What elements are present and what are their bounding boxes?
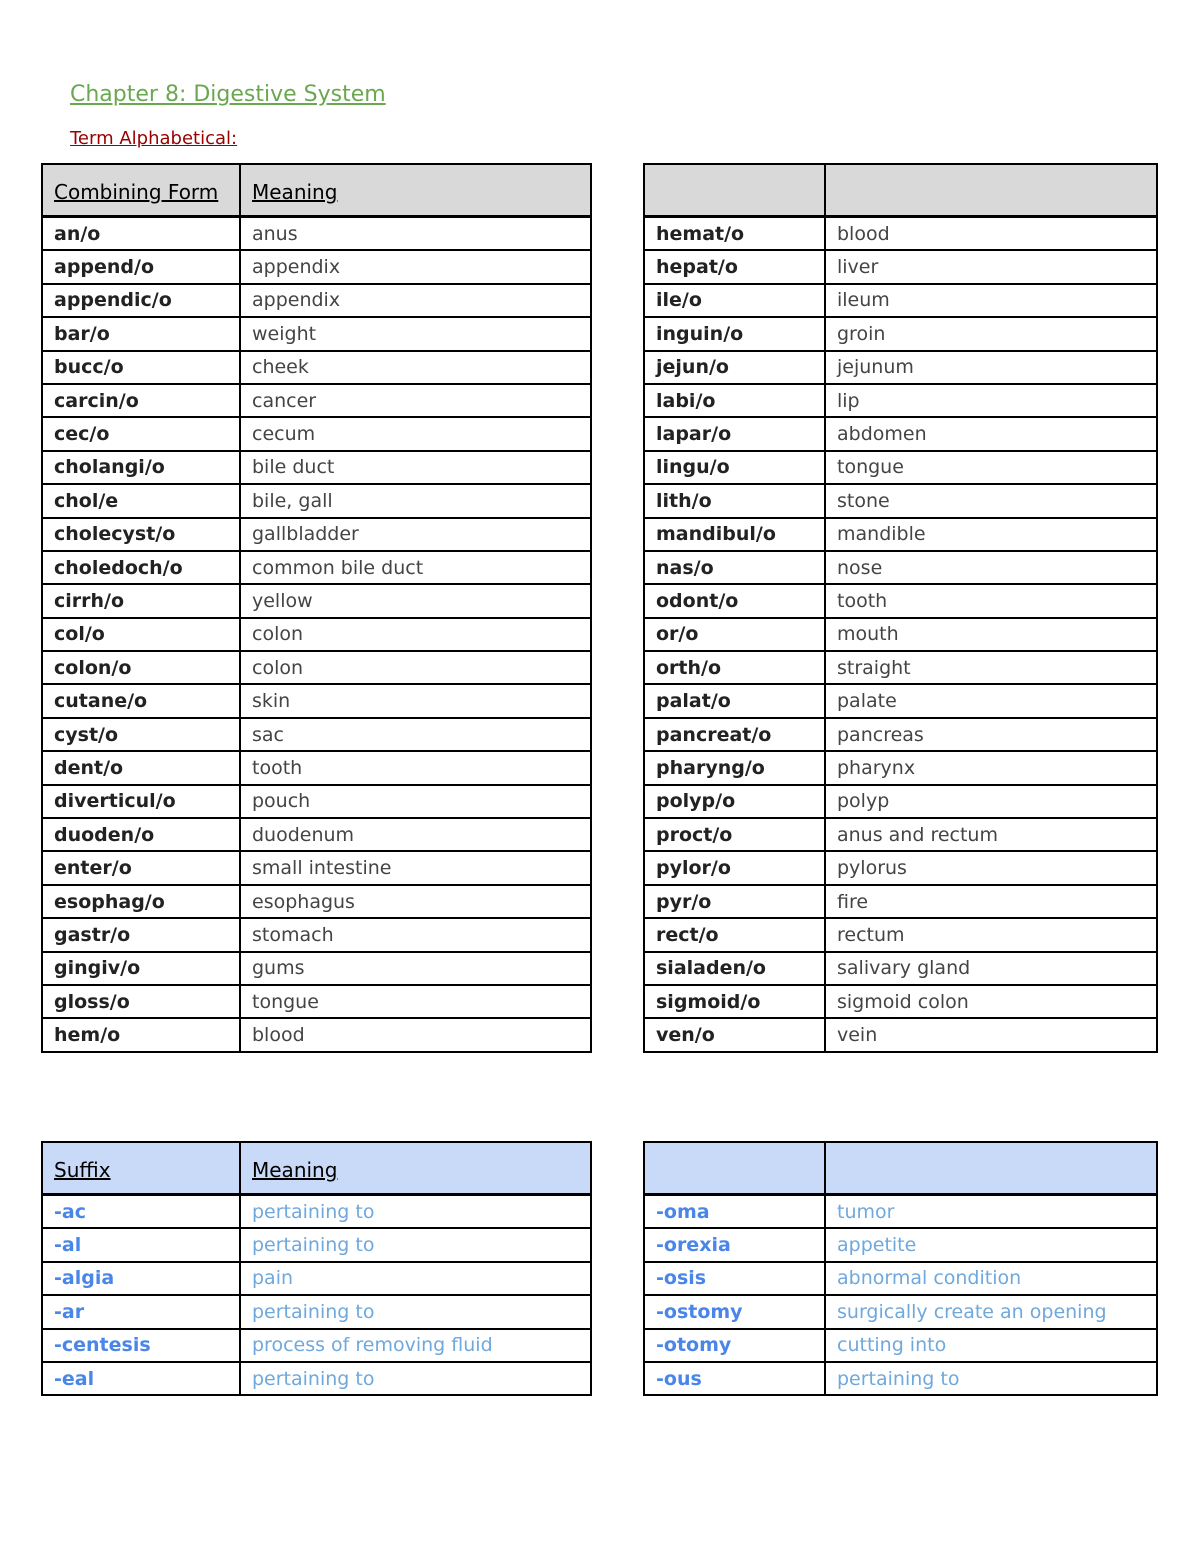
meaning-cell: abnormal condition bbox=[825, 1262, 1157, 1295]
meaning-cell: weight bbox=[240, 317, 591, 350]
table-row bbox=[644, 684, 1157, 717]
term-cell: polyp/o bbox=[644, 785, 825, 818]
term-cell: -ac bbox=[42, 1195, 240, 1229]
term-cell: enter/o bbox=[42, 851, 240, 884]
table-row bbox=[42, 551, 591, 584]
table-row bbox=[644, 718, 1157, 751]
term-cell: duoden/o bbox=[42, 818, 240, 851]
table-row bbox=[644, 1329, 1157, 1362]
meaning-cell: pain bbox=[240, 1262, 591, 1295]
meaning-cell: cutting into bbox=[825, 1329, 1157, 1362]
meaning-cell: liver bbox=[825, 250, 1157, 283]
meaning-cell: ileum bbox=[825, 284, 1157, 317]
meaning-cell: bile duct bbox=[240, 451, 591, 484]
table-row bbox=[644, 618, 1157, 651]
meaning-cell: colon bbox=[240, 618, 591, 651]
table-row bbox=[42, 684, 591, 717]
meaning-cell: esophagus bbox=[240, 885, 591, 918]
table-row bbox=[644, 417, 1157, 450]
table-row bbox=[42, 985, 591, 1018]
table-row bbox=[42, 818, 591, 851]
table-row bbox=[644, 918, 1157, 951]
meaning-cell: tooth bbox=[825, 584, 1157, 617]
term-cell: -osis bbox=[644, 1262, 825, 1295]
term-cell: orth/o bbox=[644, 651, 825, 684]
meaning-cell: salivary gland bbox=[825, 952, 1157, 985]
term-cell: lingu/o bbox=[644, 451, 825, 484]
meaning-cell: pancreas bbox=[825, 718, 1157, 751]
meaning-cell: tooth bbox=[240, 751, 591, 784]
table-row bbox=[644, 351, 1157, 384]
table-row bbox=[644, 1295, 1157, 1328]
meaning-cell: cheek bbox=[240, 351, 591, 384]
term-cell: cec/o bbox=[42, 417, 240, 450]
meaning-cell: tongue bbox=[240, 985, 591, 1018]
term-cell: -oma bbox=[644, 1195, 825, 1229]
term-cell: -orexia bbox=[644, 1228, 825, 1261]
term-cell: -ar bbox=[42, 1295, 240, 1328]
term-cell: odont/o bbox=[644, 584, 825, 617]
term-cell: or/o bbox=[644, 618, 825, 651]
term-cell: lapar/o bbox=[644, 417, 825, 450]
table-row bbox=[644, 317, 1157, 350]
term-cell: appendic/o bbox=[42, 284, 240, 317]
term-cell: hemat/o bbox=[644, 217, 825, 251]
table-row bbox=[42, 885, 591, 918]
table-row bbox=[644, 551, 1157, 584]
term-cell: -algia bbox=[42, 1262, 240, 1295]
table-row bbox=[42, 317, 591, 350]
term-cell: bar/o bbox=[42, 317, 240, 350]
table-row bbox=[644, 1262, 1157, 1295]
meaning-cell: sigmoid colon bbox=[825, 985, 1157, 1018]
combining-forms-table-left bbox=[41, 163, 592, 1053]
table-header-row bbox=[644, 1142, 1157, 1195]
term-cell: -al bbox=[42, 1228, 240, 1261]
meaning-cell: cancer bbox=[240, 384, 591, 417]
meaning-cell: appendix bbox=[240, 284, 591, 317]
table-row bbox=[644, 518, 1157, 551]
term-cell: gastr/o bbox=[42, 918, 240, 951]
table-row bbox=[42, 451, 591, 484]
column-header-meaning bbox=[825, 1142, 1157, 1195]
table-row bbox=[644, 451, 1157, 484]
table-row bbox=[644, 1195, 1157, 1229]
column-header-term bbox=[644, 164, 825, 217]
term-cell: choledoch/o bbox=[42, 551, 240, 584]
meaning-cell: stomach bbox=[240, 918, 591, 951]
table-row bbox=[644, 1362, 1157, 1395]
term-cell: pyr/o bbox=[644, 885, 825, 918]
meaning-cell: anus and rectum bbox=[825, 818, 1157, 851]
column-header-meaning bbox=[825, 164, 1157, 217]
meaning-cell: skin bbox=[240, 684, 591, 717]
term-cell: sialaden/o bbox=[644, 952, 825, 985]
suffixes-table-left bbox=[41, 1141, 592, 1396]
table-row bbox=[42, 651, 591, 684]
meaning-cell: polyp bbox=[825, 785, 1157, 818]
term-cell: -ous bbox=[644, 1362, 825, 1395]
term-cell: append/o bbox=[42, 250, 240, 283]
meaning-cell: sac bbox=[240, 718, 591, 751]
term-cell: inguin/o bbox=[644, 317, 825, 350]
meaning-cell: surgically create an opening bbox=[825, 1295, 1157, 1328]
term-cell: gloss/o bbox=[42, 985, 240, 1018]
term-cell: -otomy bbox=[644, 1329, 825, 1362]
table-row bbox=[42, 1295, 591, 1328]
table-row bbox=[644, 785, 1157, 818]
table-row bbox=[644, 1018, 1157, 1051]
suffixes-table-right bbox=[643, 1141, 1158, 1396]
term-cell: -eal bbox=[42, 1362, 240, 1395]
term-cell: palat/o bbox=[644, 684, 825, 717]
term-cell: esophag/o bbox=[42, 885, 240, 918]
term-cell: an/o bbox=[42, 217, 240, 251]
column-header-suffix bbox=[644, 1142, 825, 1195]
meaning-cell: gums bbox=[240, 952, 591, 985]
meaning-cell: tongue bbox=[825, 451, 1157, 484]
term-cell: proct/o bbox=[644, 818, 825, 851]
table-row bbox=[644, 217, 1157, 251]
table-row bbox=[644, 952, 1157, 985]
meaning-cell: pertaining to bbox=[825, 1362, 1157, 1395]
section-subtitle: Term Alphabetical: bbox=[70, 128, 238, 149]
combining-forms-table-right bbox=[643, 163, 1158, 1053]
table-row bbox=[644, 985, 1157, 1018]
table-row bbox=[42, 1018, 591, 1051]
meaning-cell: pertaining to bbox=[240, 1295, 591, 1328]
meaning-cell: palate bbox=[825, 684, 1157, 717]
page-title: Chapter 8: Digestive System bbox=[70, 82, 386, 107]
table-header-row bbox=[42, 1142, 591, 1195]
meaning-cell: mandible bbox=[825, 518, 1157, 551]
term-cell: cirrh/o bbox=[42, 584, 240, 617]
table-row bbox=[42, 284, 591, 317]
meaning-cell: groin bbox=[825, 317, 1157, 350]
table-row bbox=[644, 250, 1157, 283]
term-cell: diverticul/o bbox=[42, 785, 240, 818]
term-cell: pancreat/o bbox=[644, 718, 825, 751]
table-row bbox=[644, 651, 1157, 684]
table-header-row bbox=[42, 164, 591, 217]
table-row bbox=[42, 751, 591, 784]
table-row bbox=[42, 1329, 591, 1362]
meaning-cell: common bile duct bbox=[240, 551, 591, 584]
meaning-cell: pertaining to bbox=[240, 1195, 591, 1229]
term-cell: jejun/o bbox=[644, 351, 825, 384]
table-row bbox=[42, 518, 591, 551]
term-cell: cyst/o bbox=[42, 718, 240, 751]
meaning-cell: mouth bbox=[825, 618, 1157, 651]
meaning-cell: gallbladder bbox=[240, 518, 591, 551]
term-cell: cholangi/o bbox=[42, 451, 240, 484]
table-row bbox=[42, 351, 591, 384]
table-row bbox=[42, 1195, 591, 1229]
meaning-cell: cecum bbox=[240, 417, 591, 450]
table-row bbox=[42, 718, 591, 751]
table-row bbox=[644, 284, 1157, 317]
table-row bbox=[42, 851, 591, 884]
term-cell: carcin/o bbox=[42, 384, 240, 417]
meaning-cell: lip bbox=[825, 384, 1157, 417]
table-row bbox=[644, 851, 1157, 884]
table-row bbox=[42, 785, 591, 818]
table-row bbox=[42, 952, 591, 985]
term-cell: bucc/o bbox=[42, 351, 240, 384]
column-header-meaning: Meaning bbox=[240, 164, 591, 217]
column-header-term: Combining Form bbox=[42, 164, 240, 217]
term-cell: nas/o bbox=[644, 551, 825, 584]
table-row bbox=[42, 618, 591, 651]
meaning-cell: blood bbox=[825, 217, 1157, 251]
meaning-cell: duodenum bbox=[240, 818, 591, 851]
meaning-cell: pertaining to bbox=[240, 1228, 591, 1261]
table-row bbox=[42, 484, 591, 517]
meaning-cell: tumor bbox=[825, 1195, 1157, 1229]
meaning-cell: vein bbox=[825, 1018, 1157, 1051]
table-row bbox=[42, 417, 591, 450]
column-header-meaning: Meaning bbox=[240, 1142, 591, 1195]
term-cell: gingiv/o bbox=[42, 952, 240, 985]
meaning-cell: nose bbox=[825, 551, 1157, 584]
term-cell: mandibul/o bbox=[644, 518, 825, 551]
meaning-cell: anus bbox=[240, 217, 591, 251]
term-cell: ven/o bbox=[644, 1018, 825, 1051]
table-row bbox=[644, 484, 1157, 517]
term-cell: dent/o bbox=[42, 751, 240, 784]
meaning-cell: abdomen bbox=[825, 417, 1157, 450]
table-row bbox=[42, 1228, 591, 1261]
term-cell: -ostomy bbox=[644, 1295, 825, 1328]
meaning-cell: straight bbox=[825, 651, 1157, 684]
table-row bbox=[42, 1262, 591, 1295]
term-cell: hepat/o bbox=[644, 250, 825, 283]
meaning-cell: stone bbox=[825, 484, 1157, 517]
term-cell: labi/o bbox=[644, 384, 825, 417]
table-row bbox=[42, 918, 591, 951]
table-row bbox=[644, 885, 1157, 918]
meaning-cell: yellow bbox=[240, 584, 591, 617]
term-cell: cholecyst/o bbox=[42, 518, 240, 551]
table-row bbox=[42, 384, 591, 417]
term-cell: cutane/o bbox=[42, 684, 240, 717]
meaning-cell: appendix bbox=[240, 250, 591, 283]
table-row bbox=[42, 250, 591, 283]
meaning-cell: rectum bbox=[825, 918, 1157, 951]
meaning-cell: fire bbox=[825, 885, 1157, 918]
meaning-cell: blood bbox=[240, 1018, 591, 1051]
term-cell: ile/o bbox=[644, 284, 825, 317]
meaning-cell: small intestine bbox=[240, 851, 591, 884]
column-header-suffix: Suffix bbox=[42, 1142, 240, 1195]
table-row bbox=[42, 584, 591, 617]
term-cell: pylor/o bbox=[644, 851, 825, 884]
meaning-cell: process of removing fluid bbox=[240, 1329, 591, 1362]
meaning-cell: pouch bbox=[240, 785, 591, 818]
term-cell: hem/o bbox=[42, 1018, 240, 1051]
table-row bbox=[644, 1228, 1157, 1261]
table-row bbox=[644, 584, 1157, 617]
term-cell: rect/o bbox=[644, 918, 825, 951]
table-row bbox=[644, 751, 1157, 784]
meaning-cell: pertaining to bbox=[240, 1362, 591, 1395]
meaning-cell: pylorus bbox=[825, 851, 1157, 884]
term-cell: colon/o bbox=[42, 651, 240, 684]
term-cell: col/o bbox=[42, 618, 240, 651]
term-cell: lith/o bbox=[644, 484, 825, 517]
meaning-cell: bile, gall bbox=[240, 484, 591, 517]
table-row bbox=[42, 1362, 591, 1395]
meaning-cell: appetite bbox=[825, 1228, 1157, 1261]
table-row bbox=[644, 384, 1157, 417]
table-header-row bbox=[644, 164, 1157, 217]
meaning-cell: jejunum bbox=[825, 351, 1157, 384]
term-cell: -centesis bbox=[42, 1329, 240, 1362]
meaning-cell: pharynx bbox=[825, 751, 1157, 784]
term-cell: chol/e bbox=[42, 484, 240, 517]
table-row bbox=[644, 818, 1157, 851]
term-cell: pharyng/o bbox=[644, 751, 825, 784]
term-cell: sigmoid/o bbox=[644, 985, 825, 1018]
table-row bbox=[42, 217, 591, 251]
meaning-cell: colon bbox=[240, 651, 591, 684]
